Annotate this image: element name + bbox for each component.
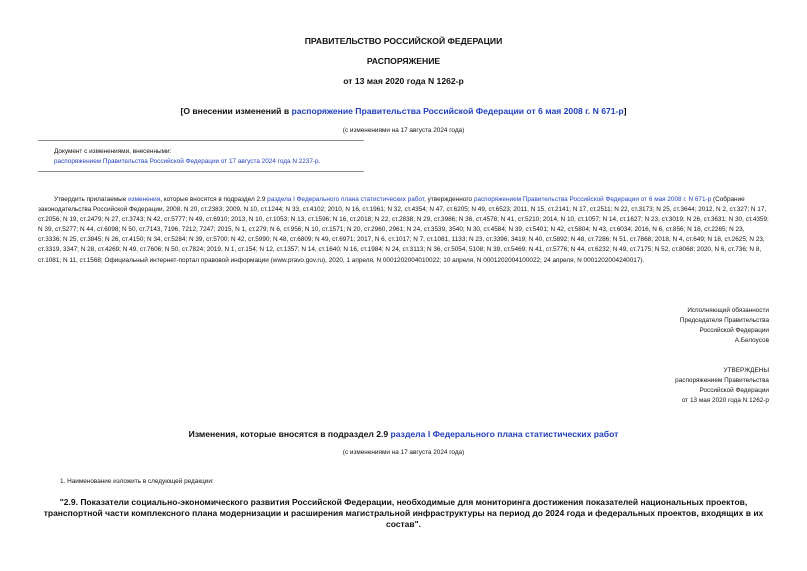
title-link[interactable]: распоряжение Правительства Российской Федерации от 6 мая 2008 г. N 671-р bbox=[291, 106, 624, 116]
approved-line-1: УТВЕРЖДЕНЫ bbox=[723, 367, 769, 374]
para-text-4: (Собрание законодательства Российской Федерации, 2008, N 20, ст.2383; 2009, N 10, ст.1244; N 33, ст.4102; 2010, N 16, ст.1961; N 32, ст.4354; N 47, ст.6205; N 49, ст.6523; 2011, N 15, ст.2141; N 17, ст.2511; N 22, ст.3173; N 25, ст.3644; 2012, N 2, ст.327; N 17, ст.2056; N 19, ст.2479; N 27, ст.3743; N 42, ст.5777; N 49, ст.6910; 2013, N 10, ст.1053; N 13, ст.1596; N 16, ст.2018; N 22, ст.2838; N 29, ст.3986; N 36, ст.4578; N 41, ст.5210; 2014, N 10, ст.1057; N 14, ст.1627; N 23, ст.3019; N 26, ст.3631; N 30, ст.4359; N 39, ст.5277; N 44, ст.6098; N 50, ст.7143, 7196, 7212, 7247; 2015, N 1, ст.279; N 6, ст.956; N 10, ст.1571; N 20, ст.2960, 2961; N 24, ст.3539, 3540; N 30, ст.4584; N 39, ст.5401; N 42, ст.5804; N 43, ст.6034; 2016, N 6, ст.856; N 16, ст.2265; N 23, ст.3336; N 25, ст.3845; N 26, ст.4150; N 34, ст.5284; N 39, ст.5700; N 42, ст.5990; N 48, ст.6809; N 49, ст.6971; 2017, N 6, ст.1017; N 7, ст.1081, 1133; N 23, ст.3396, 3419; N 40, ст.5892; N 48, ст.7286; N 51, ст.7868; 2018, N 4, ст.649; N 18, ст.2625; N 23, ст.3319, 3347; N 28, ст.4269; N 49, ст.7606; N 50, ст.7824; 2019, N 1, ст.154; N 12, ст.1357; N 14, ст.1640; N 16, ст.1984; N 24, ст.3113; N 36, ст.5054, 5108; N 39, ст.5469; N 41, ст.5776; N 44, ст.6232; N 49, ст.7175; N 52, ст.8068; 2020, N 6, ст.736; N 8, ст.1081; N 11, ст.1568; Официальный интернет-портал правовой информации (www.pravo.gov.ru), 2020, 1 апреля, N 0001202004010022; 10 апреля, N 0001202004100022; 24 апреля, N 0001202004240017). bbox=[38, 196, 769, 264]
para-link-section[interactable]: раздела I Федерального плана статистических работ bbox=[267, 196, 425, 203]
para-text-3: , утвержденного bbox=[424, 196, 474, 203]
edition-note: (с изменениями на 17 августа 2024 года) bbox=[342, 127, 465, 134]
para-text-1: Утвердить прилагаемые bbox=[54, 196, 129, 203]
signature-block bbox=[680, 306, 769, 346]
signature-line-1: Исполняющий обязанности bbox=[687, 307, 769, 314]
annex-title bbox=[0, 429, 807, 439]
changes-label: Документ с изменениями, внесенными: bbox=[54, 148, 172, 155]
signature-line-3: Российской Федерации bbox=[699, 327, 769, 334]
annex-edition-note: (с изменениями на 17 августа 2024 года) bbox=[342, 449, 465, 456]
signature-line-4: А.Белоусов bbox=[734, 337, 769, 344]
item-1: 1. Наименование изложить в следующей редакции: bbox=[60, 478, 214, 485]
document-type: РАСПОРЯЖЕНИЕ bbox=[366, 56, 441, 66]
changes-top-divider bbox=[38, 140, 364, 141]
annex-title-link[interactable]: раздела I Федерального плана статистических работ bbox=[390, 429, 619, 439]
para-link-changes[interactable]: изменения bbox=[128, 196, 161, 203]
signature-line-2: Председателя Правительства bbox=[679, 317, 769, 324]
quoted-title: "2.9. Показатели социально-экономического развития Российской Федерации, необходимые для мониторинга достижения показателей национальных проектов, транспортной части комплексного плана модернизации и расширения магистральной инфраструктуры на период до 2024 года и федеральных проектов, входящих в их состав". bbox=[43, 497, 764, 529]
main-paragraph bbox=[38, 195, 769, 266]
approved-line-4: от 13 мая 2020 года N 1262-р bbox=[681, 397, 769, 404]
document-title bbox=[0, 106, 807, 116]
changes-bottom-divider bbox=[38, 171, 364, 172]
changes-link[interactable]: распоряжением Правительства Российской Федерации от 17 августа 2024 года N 2237-р. bbox=[54, 158, 321, 165]
para-link-order[interactable]: распоряжением Правительства Российской Федерации от 6 мая 2008 г. N 671-р bbox=[473, 196, 712, 203]
title-suffix: ] bbox=[623, 106, 627, 116]
title-prefix: [О внесении изменений в bbox=[180, 106, 292, 116]
document-date-number: от 13 мая 2020 года N 1262-р bbox=[343, 76, 464, 86]
changes-box bbox=[54, 147, 320, 167]
approved-line-3: Российской Федерации bbox=[699, 387, 769, 394]
para-text-2: , которые вносятся в подраздел 2.9 bbox=[160, 196, 268, 203]
annex-title-prefix: Изменения, которые вносятся в подраздел 2.9 bbox=[188, 429, 391, 439]
approved-line-2: распоряжением Правительства bbox=[675, 377, 769, 384]
government-heading: ПРАВИТЕЛЬСТВО РОССИЙСКОЙ ФЕДЕРАЦИИ bbox=[304, 36, 503, 46]
approved-block bbox=[675, 366, 769, 406]
